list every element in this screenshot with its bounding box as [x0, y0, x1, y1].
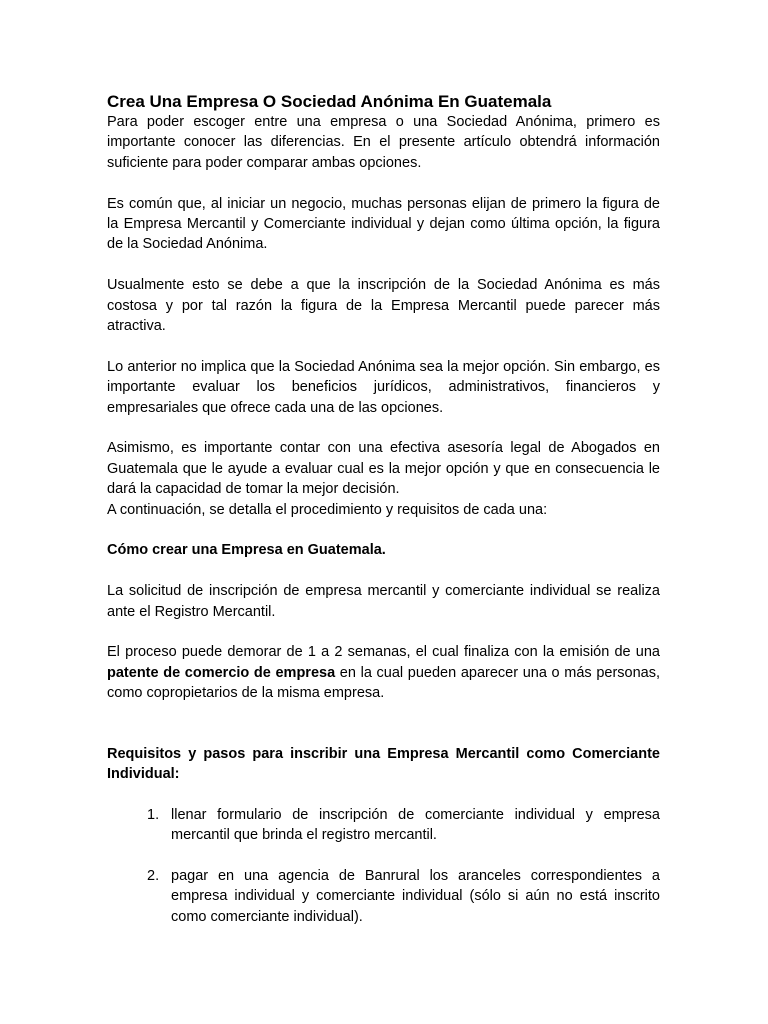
list-item-number: 1. [147, 806, 160, 823]
section-heading-empresa: Cómo crear una Empresa en Guatemala. [107, 542, 386, 559]
list-item [107, 866, 660, 927]
list-item-text: llenar formulario de inscripción de comerciante individual y empresa mercantil que brinda el registro mercantil. [171, 806, 660, 844]
paragraph-spacer [107, 173, 660, 193]
paragraph-spacer [107, 336, 660, 356]
paragraph-spacer [107, 784, 660, 804]
paragraph-spacer [107, 418, 660, 438]
paragraph-spacer [107, 622, 660, 642]
paragraph-evaluation: Lo anterior no implica que la Sociedad Anónima sea la mejor opción. Sin embargo, es importante evaluar los beneficios jurídicos, administrativos, financieros y empresariales que ofrece cada una de las opciones. [107, 358, 660, 416]
paragraph-intro: Para poder escoger entre una empresa o una Sociedad Anónima, primero es importante conocer las diferencias. En el presente artículo obtendrá información suficiente para poder comparar ambas opciones. [107, 114, 660, 171]
list-item-text: pagar en una agencia de Banrural los aranceles correspondientes a empresa individual y comerciante individual (sólo si aún no está inscrito como comerciante individual). [171, 868, 660, 925]
paragraph-process-duration: El proceso puede demorar de 1 a 2 semanas, el cual finaliza con la emisión de una patente de comercio de empresa en la cual pueden aparecer una o más personas, como copropietarios de la misma empresa. [107, 644, 660, 702]
paragraph-cost-reason: Usualmente esto se debe a que la inscripción de la Sociedad Anónima es más costosa y por tal razón la figura de la Empresa Mercantil puede parecer más atractiva. [107, 277, 660, 335]
document-body [107, 92, 660, 927]
paragraph-legal-advice: Asimismo, es importante contar con una efectiva asesoría legal de Abogados en Guatemala que le ayude a evaluar cual es la mejor opción y que en consecuencia le dará la capacidad de tomar la mejor decisión. [107, 440, 660, 498]
section-heading-requisitos: Requisitos y pasos para inscribir una Empresa Mercantil como Comerciante Individual: [107, 745, 660, 783]
list-item-number: 2. [147, 868, 160, 885]
paragraph-continuation: A continuación, se detalla el procedimiento y requisitos de cada una: [107, 501, 548, 518]
paragraph-common-choice: Es común que, al iniciar un negocio, muchas personas elijan de primero la figura de la Empresa Mercantil y Comerciante individual y dejan como última opción, la figura de la Sociedad Anónima. [107, 195, 660, 253]
paragraph-spacer [107, 561, 660, 581]
paragraph-spacer [107, 704, 660, 744]
list-item [107, 805, 660, 846]
paragraph-registration-request: La solicitud de inscripción de empresa mercantil y comerciante individual se realiza ante el Registro Mercantil. [107, 583, 660, 620]
steps-list [107, 805, 660, 927]
paragraph-spacer [107, 255, 660, 275]
paragraph-spacer [107, 520, 660, 540]
patent-term: patente de comercio de empresa [107, 664, 336, 681]
document-title: Crea Una Empresa O Sociedad Anónima En Guatemala [107, 92, 552, 111]
